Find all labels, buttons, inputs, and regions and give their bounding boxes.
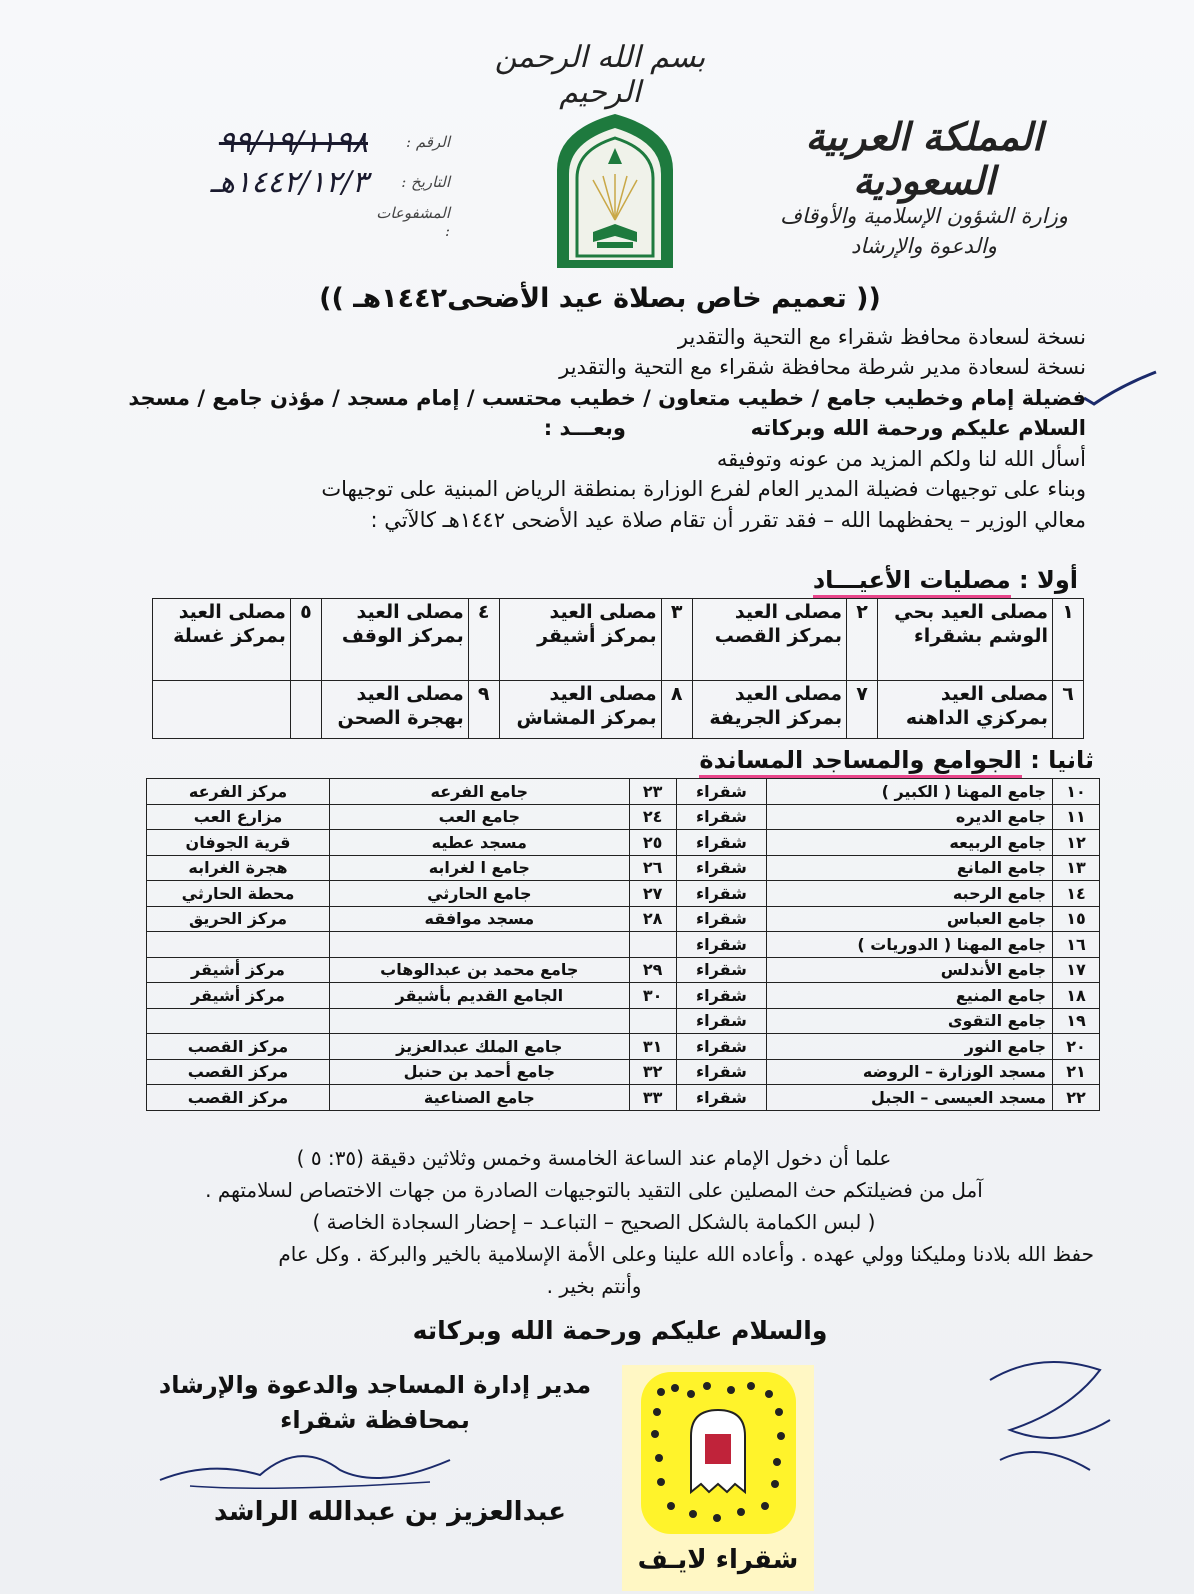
cell-number: ١٣ — [1053, 855, 1100, 881]
cell-number: ٢٣ — [629, 779, 676, 805]
cell-number: ٢٨ — [629, 906, 676, 932]
cell-ground: مصلى العيد بمركز المشاش — [499, 681, 661, 739]
cell-city — [147, 1008, 330, 1034]
table-row — [153, 599, 1084, 681]
body-text — [128, 322, 1086, 535]
cell-mosque: مسجد العيسى – الجبل — [767, 1085, 1053, 1111]
imam-entry-note: علما أن دخول الإمام عند الساعة الخامسة وخمس وثلاثين دقيقة (٣٥: ٥ ) — [296, 1146, 892, 1170]
signer-name: عبدالعزيز بن عبدالله الراشد — [214, 1497, 566, 1527]
cell-city: شقراء — [676, 779, 767, 805]
table-row — [147, 906, 1100, 932]
cell-number: ٣٣ — [629, 1085, 676, 1111]
instruction-line: آمل من فضيلتكم حث المصلين على التقيد بالتوجيهات الصادرة من جهات الاختصاص لسلامتهم . — [205, 1178, 983, 1202]
cell-ground: مصلى العيد بمركز القصب — [692, 599, 846, 681]
section1-title: مصليات الأعيـــاد — [813, 566, 1011, 598]
cell-mosque: مسجد الوزارة – الروضه — [767, 1059, 1053, 1085]
cell-city: هجرة الغرابه — [147, 855, 330, 881]
cell-number: ٣٢ — [629, 1059, 676, 1085]
greeting-line — [206, 413, 1086, 443]
handwritten-signature — [150, 1420, 470, 1500]
cell-number: ١٥ — [1053, 906, 1100, 932]
check-mark-icon — [1080, 368, 1160, 408]
cell-mosque — [330, 932, 630, 958]
cell-number: ٣١ — [629, 1034, 676, 1060]
ministry-name-line2: والدعوة والإرشاد — [851, 233, 997, 258]
government-heading — [759, 115, 1089, 261]
table-row — [147, 830, 1100, 856]
ministry-logo — [553, 110, 677, 270]
table-row — [147, 881, 1100, 907]
cell-city: مركز الفرعه — [147, 779, 330, 805]
cell-number: ٢٦ — [629, 855, 676, 881]
cell-mosque: الجامع القديم بأشيقر — [330, 983, 630, 1009]
ref-value: ٩٩/١٩/١١٩٨ — [218, 124, 368, 160]
cell-city: شقراء — [676, 1085, 767, 1111]
cell-number: ١٠ — [1053, 779, 1100, 805]
table-row — [147, 983, 1100, 1009]
cell-mosque: جامع الربيعه — [767, 830, 1053, 856]
cell-number: ٢ — [847, 599, 878, 681]
section2-title: الجوامع والمساجد المساندة — [699, 746, 1021, 778]
kingdom-name: المملكة العربية السعودية — [805, 114, 1043, 203]
cell-mosque: جامع محمد بن عبدالوهاب — [330, 957, 630, 983]
cell-ground: مصلى العيد بمركز غسلة — [153, 599, 291, 681]
and-after-text: وبعـــد : — [543, 416, 626, 441]
cell-number: ١٩ — [1053, 1008, 1100, 1034]
section2-prefix: ثانيا : — [1030, 746, 1094, 774]
cell-number: ٢٤ — [629, 804, 676, 830]
cell-number: ١٤ — [1053, 881, 1100, 907]
eid-prayer-grounds-table — [152, 598, 1084, 739]
blessing-line: حفظ الله بلادنا ومليكنا وولي عهده . وأعاده الله علينا وعلى الأمة الإسلامية بالخير والبركة . وكل عام — [278, 1242, 1094, 1266]
cell-mosque: جامع العب — [330, 804, 630, 830]
snapcode-qr — [641, 1372, 796, 1534]
cell-number: ٢٩ — [629, 957, 676, 983]
cell-city: شقراء — [676, 932, 767, 958]
section1-heading — [678, 566, 1078, 594]
cell-city: شقراء — [676, 906, 767, 932]
cell-mosque: جامع أحمد بن حنبل — [330, 1059, 630, 1085]
table-row — [153, 681, 1084, 739]
table-row — [147, 932, 1100, 958]
snapcode-caption: شقراء لايـف — [637, 1545, 799, 1575]
cell-mosque: جامع الصناعية — [330, 1085, 630, 1111]
cell-number: ٤ — [468, 599, 499, 681]
basmala: بسم الله الرحمن الرحيم — [494, 40, 706, 110]
cell-ground: مصلى العيد بمركز الجريفة — [692, 681, 846, 739]
cell-number: ١٦ — [1053, 932, 1100, 958]
cell-city: شقراء — [676, 830, 767, 856]
cell-number: ٢٢ — [1053, 1085, 1100, 1111]
ref-label: الرقم : — [406, 133, 450, 151]
date-stamp-scrawl — [980, 1340, 1120, 1500]
copy-line-police: نسخة لسعادة مدير شرطة محافظة شقراء مع التحية والتقدير — [559, 355, 1086, 380]
cell-city: مركز القصب — [147, 1034, 330, 1060]
footer-text — [94, 1142, 1094, 1302]
cell-number: ٨ — [661, 681, 692, 739]
cell-number: ٢٠ — [1053, 1034, 1100, 1060]
cell-mosque: جامع الديره — [767, 804, 1053, 830]
cell-city: شقراء — [676, 1008, 767, 1034]
cell-number: ١١ — [1053, 804, 1100, 830]
cell-city — [147, 932, 330, 958]
cell-number — [629, 932, 676, 958]
cell-city: قرية الجوفان — [147, 830, 330, 856]
table-row — [147, 1008, 1100, 1034]
cell-ground: مصلى العيد بمركز الوقف — [321, 599, 468, 681]
cell-number: ١٧ — [1053, 957, 1100, 983]
cell-number: ٢١ — [1053, 1059, 1100, 1085]
cell-mosque: جامع المانع — [767, 855, 1053, 881]
cell-city: مركز أشيقر — [147, 957, 330, 983]
cell-city: مركز الحريق — [147, 906, 330, 932]
cell-city: شقراء — [676, 1034, 767, 1060]
closing-salutation: والسلام عليكم ورحمة الله وبركاته — [412, 1316, 828, 1345]
cell-city: شقراء — [676, 855, 767, 881]
copy-line-governor: نسخة لسعادة محافظ شقراء مع التحية والتقدير — [677, 325, 1086, 349]
signer-title: مدير إدارة المساجد والدعوة والإرشاد — [158, 1371, 592, 1399]
cell-mosque: جامع التقوى — [767, 1008, 1053, 1034]
directive-line2: معالي الوزير – يحفظهما الله – فقد تقرر أن تقام صلاة عيد الأضحى ١٤٤٢هـ كالآتي : — [370, 507, 1086, 532]
ghost-icon — [641, 1372, 796, 1534]
table-row — [147, 804, 1100, 830]
signer-location: بمحافظة شقراء — [280, 1405, 470, 1434]
cell-mosque: جامع الأندلس — [767, 957, 1053, 983]
cell-ground: مصلى العيد بمركز أشيقر — [499, 599, 661, 681]
greeting-text: السلام عليكم ورحمة الله وبركاته — [750, 416, 1086, 441]
cell-mosque: جامع الرحبه — [767, 881, 1053, 907]
cell-number: ٩ — [468, 681, 499, 739]
cell-number — [629, 1008, 676, 1034]
cell-city: شقراء — [676, 1059, 767, 1085]
cell-city: مركز القصب — [147, 1085, 330, 1111]
directive-line1: وبناء على توجيهات فضيلة المدير العام لفرع الوزارة بمنطقة الرياض المبنية على توجيهات — [321, 477, 1086, 502]
cell-number: ١ — [1053, 599, 1084, 681]
table-row — [147, 957, 1100, 983]
date-label: التاريخ : — [401, 173, 450, 191]
cell-number: ٣ — [661, 599, 692, 681]
cell-number: ٥ — [290, 599, 321, 681]
cell-mosque: جامع العباس — [767, 906, 1053, 932]
cell-mosque: جامع الحارثي — [330, 881, 630, 907]
cell-mosque: جامع المهنا ( الكبير ) — [767, 779, 1053, 805]
cell-mosque: جامع المنيع — [767, 983, 1053, 1009]
attachments-label: المشفوعات : — [376, 204, 450, 240]
cell-city: شقراء — [676, 983, 767, 1009]
cell-mosque: جامع الفرعه — [330, 779, 630, 805]
supporting-mosques-table — [146, 778, 1100, 1111]
cell-city: مزارع العب — [147, 804, 330, 830]
prayer-line: أسأل الله لنا ولكم المزيد من عونه وتوفيقه — [716, 446, 1086, 471]
cell-city: شقراء — [676, 881, 767, 907]
table-row — [147, 855, 1100, 881]
cell-number: ٣٠ — [629, 983, 676, 1009]
cell-mosque: مسجد عطيه — [330, 830, 630, 856]
cell-city: شقراء — [676, 957, 767, 983]
section2-heading — [634, 746, 1094, 774]
cell-ground: مصلى العيد بحي الوشم بشقراء — [878, 599, 1053, 681]
cell-city: مركز القصب — [147, 1059, 330, 1085]
cell-mosque — [330, 1008, 630, 1034]
table-row — [147, 1034, 1100, 1060]
blessing-line-end: وأنتم بخير . — [546, 1274, 642, 1298]
ministry-name-line1: وزارة الشؤون الإسلامية والأوقاف — [780, 204, 1068, 229]
cell-number: ١٨ — [1053, 983, 1100, 1009]
cell-ground: مصلى العيد بمركزي الداهنه — [878, 681, 1053, 739]
table-row — [147, 779, 1100, 805]
cell-mosque: جامع الملك عبدالعزيز — [330, 1034, 630, 1060]
cell-number: ٦ — [1053, 681, 1084, 739]
cell-mosque: جامع ا لغرابه — [330, 855, 630, 881]
cell-mosque: جامع المهنا ( الدوريات ) — [767, 932, 1053, 958]
addressees-line: فضيلة إمام وخطيب جامع / خطيب متعاون / خطيب محتسب / إمام مسجد / مؤذن جامع / مسجد — [128, 385, 1086, 410]
precautions-line: ( لبس الكمامة بالشكل الصحيح – التباعـد – إحضار السجادة الخاصة ) — [312, 1210, 876, 1234]
table-row — [147, 1085, 1100, 1111]
cell-city: مركز أشيقر — [147, 983, 330, 1009]
cell-number: ٧ — [847, 681, 878, 739]
section1-prefix: أولا : — [1019, 566, 1078, 594]
cell-ground — [153, 681, 291, 739]
circular-title: (( تعميم خاص بصلاة عيد الأضحى١٤٤٢هـ )) — [319, 283, 881, 314]
reference-block — [100, 122, 450, 242]
cell-city: شقراء — [676, 804, 767, 830]
cell-city: محطة الحارثي — [147, 881, 330, 907]
cell-number — [290, 681, 321, 739]
cell-number: ٢٥ — [629, 830, 676, 856]
date-value: ١٤٤٢/١٢/٣هـ — [210, 164, 368, 200]
cell-ground: مصلى العيد بهجرة الصحن — [321, 681, 468, 739]
cell-number: ١٢ — [1053, 830, 1100, 856]
cell-number: ٢٧ — [629, 881, 676, 907]
table-row — [147, 1059, 1100, 1085]
cell-mosque: مسجد موافقه — [330, 906, 630, 932]
cell-mosque: جامع النور — [767, 1034, 1053, 1060]
